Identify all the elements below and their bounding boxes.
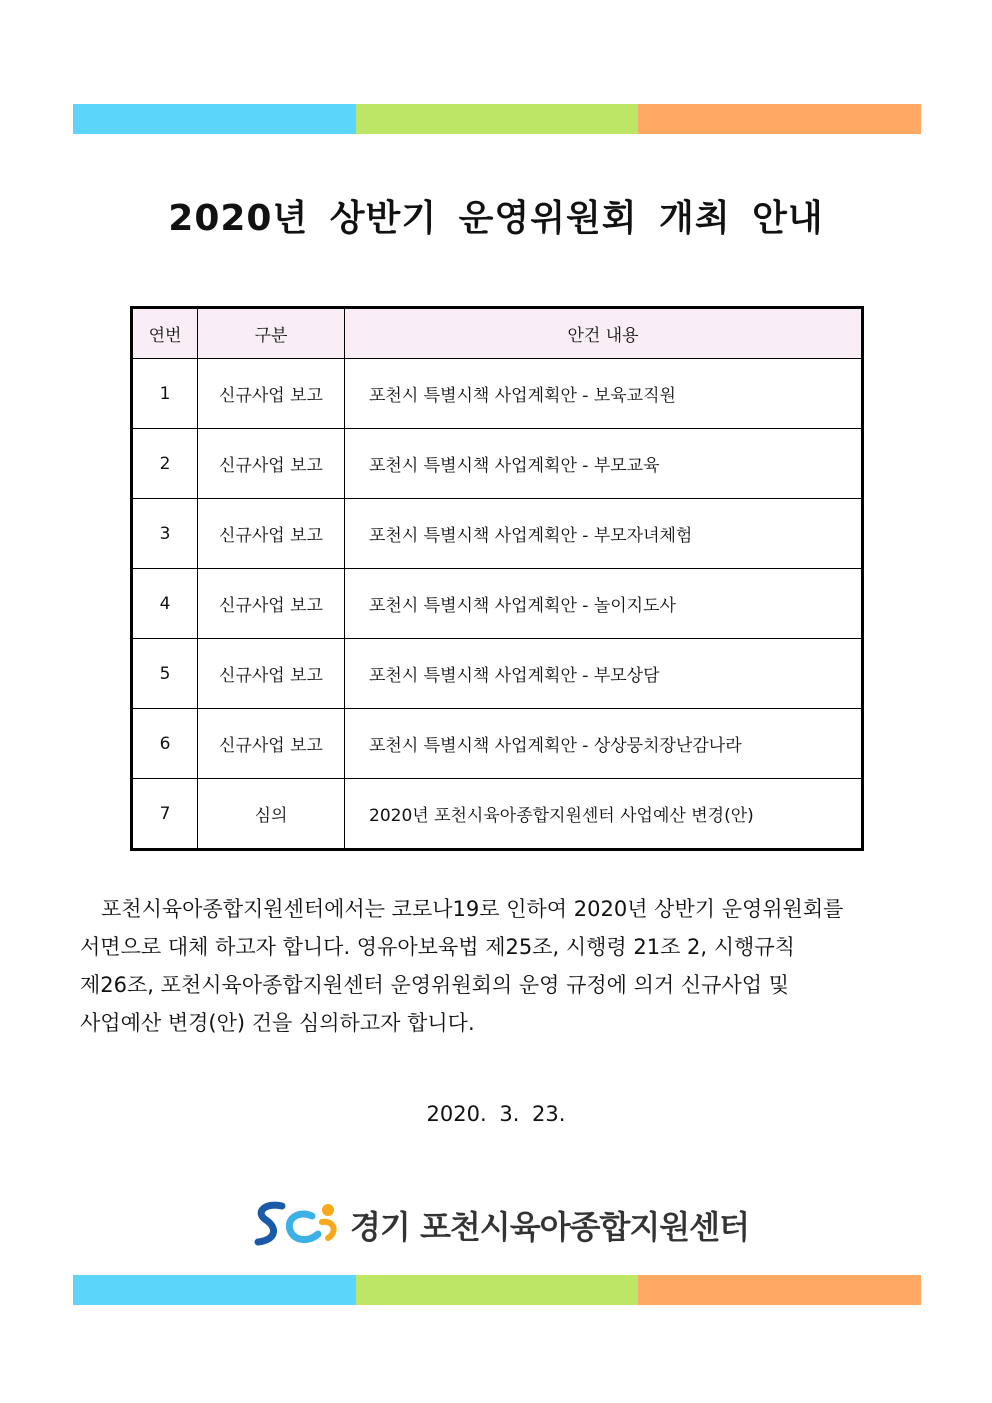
row-category: 신규사업 보고 (198, 709, 345, 779)
row-content: 포천시 특별시책 사업계획안 - 놀이지도사 (345, 569, 863, 639)
row-content: 2020년 포천시육아종합지원센터 사업예산 변경(안) (345, 779, 863, 850)
top-color-bar (73, 104, 921, 134)
table-row (132, 639, 863, 709)
row-content: 포천시 특별시책 사업계획안 - 부모상담 (345, 639, 863, 709)
sc-logo-icon (252, 1198, 344, 1250)
header-no: 연번 (132, 308, 198, 359)
document-date: 2020. 3. 23. (426, 1102, 566, 1126)
table-row (132, 779, 863, 850)
row-content: 포천시 특별시책 사업계획안 - 부모자녀체험 (345, 499, 863, 569)
row-no: 1 (132, 359, 198, 429)
row-category: 심의 (198, 779, 345, 850)
body-paragraph (80, 890, 872, 1042)
row-no: 4 (132, 569, 198, 639)
row-category: 신규사업 보고 (198, 359, 345, 429)
org-logo (252, 1198, 772, 1250)
color-bar-orange (638, 104, 921, 134)
bottom-color-bar (73, 1275, 921, 1305)
row-category: 신규사업 보고 (198, 499, 345, 569)
body-line: 사업예산 변경(안) 건을 심의하고자 합니다. (80, 1011, 475, 1035)
table-row (132, 569, 863, 639)
row-category: 신규사업 보고 (198, 429, 345, 499)
row-content: 포천시 특별시책 사업계획안 - 부모교육 (345, 429, 863, 499)
body-line: 서면으로 대체 하고자 합니다. 영유아보육법 제25조, 시행령 21조 2, 시행규칙 (80, 935, 795, 959)
table-row (132, 429, 863, 499)
header-content: 안건 내용 (345, 308, 863, 359)
row-content: 포천시 특별시책 사업계획안 - 상상뭉치장난감나라 (345, 709, 863, 779)
body-line: 제26조, 포천시육아종합지원센터 운영위원회의 운영 규정에 의거 신규사업 및 (80, 973, 789, 997)
table-row (132, 499, 863, 569)
row-no: 2 (132, 429, 198, 499)
row-no: 6 (132, 709, 198, 779)
body-line: 포천시육아종합지원센터에서는 코로나19로 인하여 2020년 상반기 운영위원회를 (101, 897, 844, 921)
row-category: 신규사업 보고 (198, 569, 345, 639)
header-category: 구분 (198, 308, 345, 359)
color-bar-blue (73, 1275, 356, 1305)
row-no: 3 (132, 499, 198, 569)
row-no: 7 (132, 779, 198, 850)
color-bar-green (356, 1275, 639, 1305)
color-bar-green (356, 104, 639, 134)
row-category: 신규사업 보고 (198, 639, 345, 709)
row-content: 포천시 특별시책 사업계획안 - 보육교직원 (345, 359, 863, 429)
org-name: 경기 포천시육아종합지원센터 (350, 1208, 749, 1246)
row-no: 5 (132, 639, 198, 709)
color-bar-blue (73, 104, 356, 134)
table-header-row (132, 308, 863, 359)
color-bar-orange (638, 1275, 921, 1305)
table-row (132, 359, 863, 429)
page-title: 2020년 상반기 운영위원회 개최 안내 (168, 198, 824, 239)
table-row (132, 709, 863, 779)
agenda-table (130, 306, 864, 851)
